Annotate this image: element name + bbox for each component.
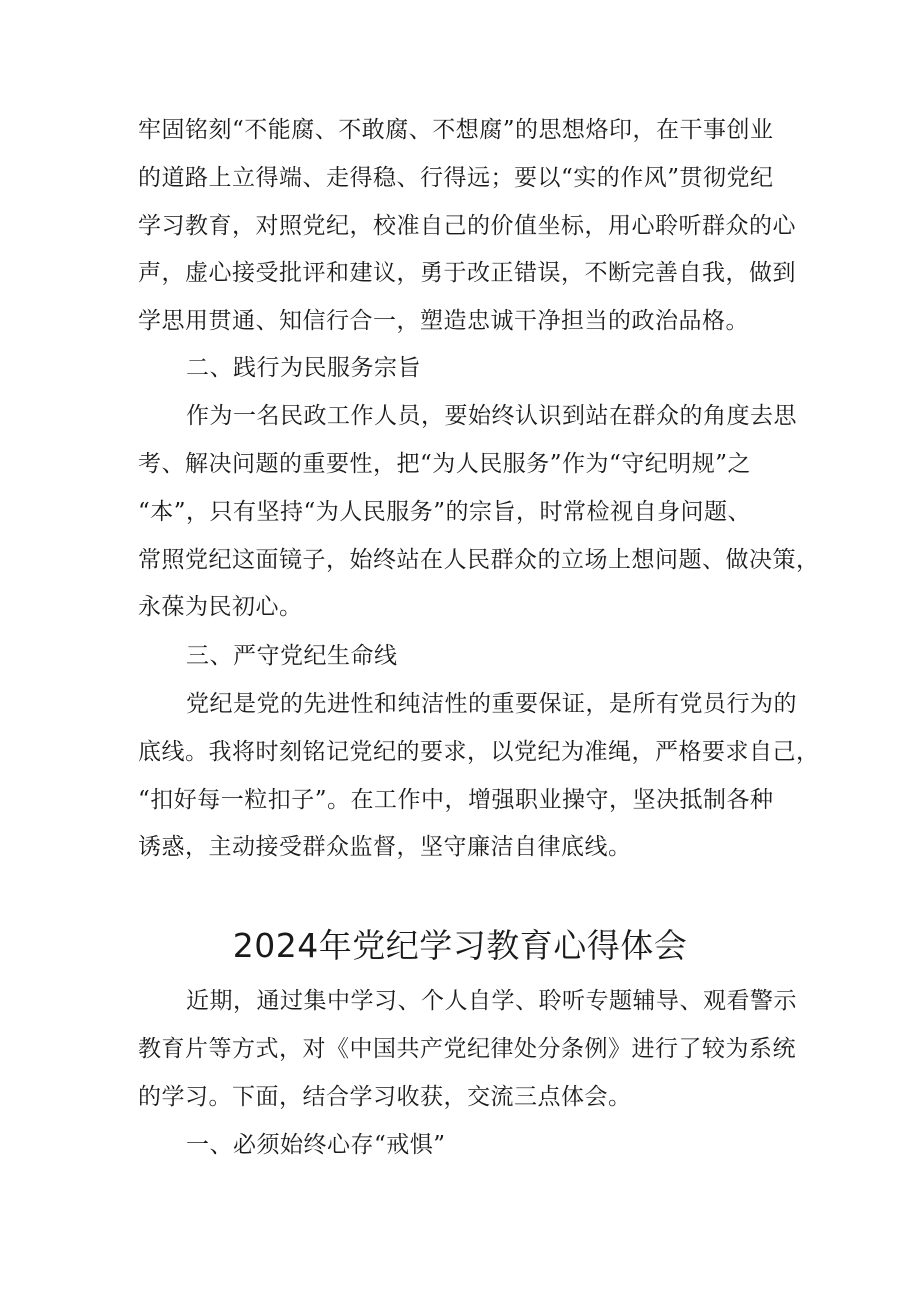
paragraph-line: 诱惑，主动接受群众监督，坚守廉洁自律底线。 bbox=[138, 834, 632, 860]
document-title: 2024年党纪学习教育心得体会 bbox=[232, 926, 688, 965]
paragraph-line: 声，虚心接受批评和建议，勇于改正错误，不断完善自我，做到 bbox=[138, 260, 796, 286]
paragraph-line: 学思用贯通、知信行合一，塑造忠诚干净担当的政治品格。 bbox=[138, 308, 749, 334]
paragraph-line: 的道路上立得端、走得稳、行得远；要以“实的作风”贯彻党纪 bbox=[138, 165, 774, 191]
paragraph-line: “本”，只有坚持“为人民服务”的宗旨，时常检视自身问题、 bbox=[138, 499, 752, 525]
paragraph-line: 近期，通过集中学习、个人自学、聆听专题辅导、观看警示 bbox=[186, 988, 797, 1014]
paragraph-line: 考、解决问题的重要性，把“为人民服务”作为“守纪明规”之 bbox=[138, 451, 752, 477]
paragraph-line: 永葆为民初心。 bbox=[138, 594, 303, 620]
section-heading: 三、严守党纪生命线 bbox=[186, 643, 398, 669]
section-heading: 一、必须始终心存“戒惧” bbox=[186, 1132, 446, 1158]
paragraph-line: 学习教育，对照党纪，校准自己的价值坐标，用心聆听群众的心 bbox=[138, 213, 796, 239]
paragraph-line: 常照党纪这面镜子，始终站在人民群众的立场上想问题、做决策， bbox=[138, 547, 820, 573]
paragraph-line: 底线。我将时刻铭记党纪的要求，以党纪为准绳，严格要求自己， bbox=[138, 739, 820, 765]
paragraph-line: 作为一名民政工作人员，要始终认识到站在群众的角度去思 bbox=[186, 403, 797, 429]
paragraph-line: 牢固铭刻“不能腐、不敢腐、不想腐”的思想烙印，在干事创业 bbox=[138, 117, 774, 143]
paragraph-line: 的学习。下面，结合学习收获，交流三点体会。 bbox=[138, 1084, 632, 1110]
paragraph-line: “扣好每一粒扣子”。在工作中，增强职业操守，坚决抵制各种 bbox=[138, 787, 774, 813]
paragraph-line: 教育片等方式，对《中国共产党纪律处分条例》进行了较为系统 bbox=[138, 1036, 796, 1062]
paragraph-line: 党纪是党的先进性和纯洁性的重要保证，是所有党员行为的 bbox=[186, 691, 797, 717]
section-heading: 二、践行为民服务宗旨 bbox=[186, 355, 421, 381]
